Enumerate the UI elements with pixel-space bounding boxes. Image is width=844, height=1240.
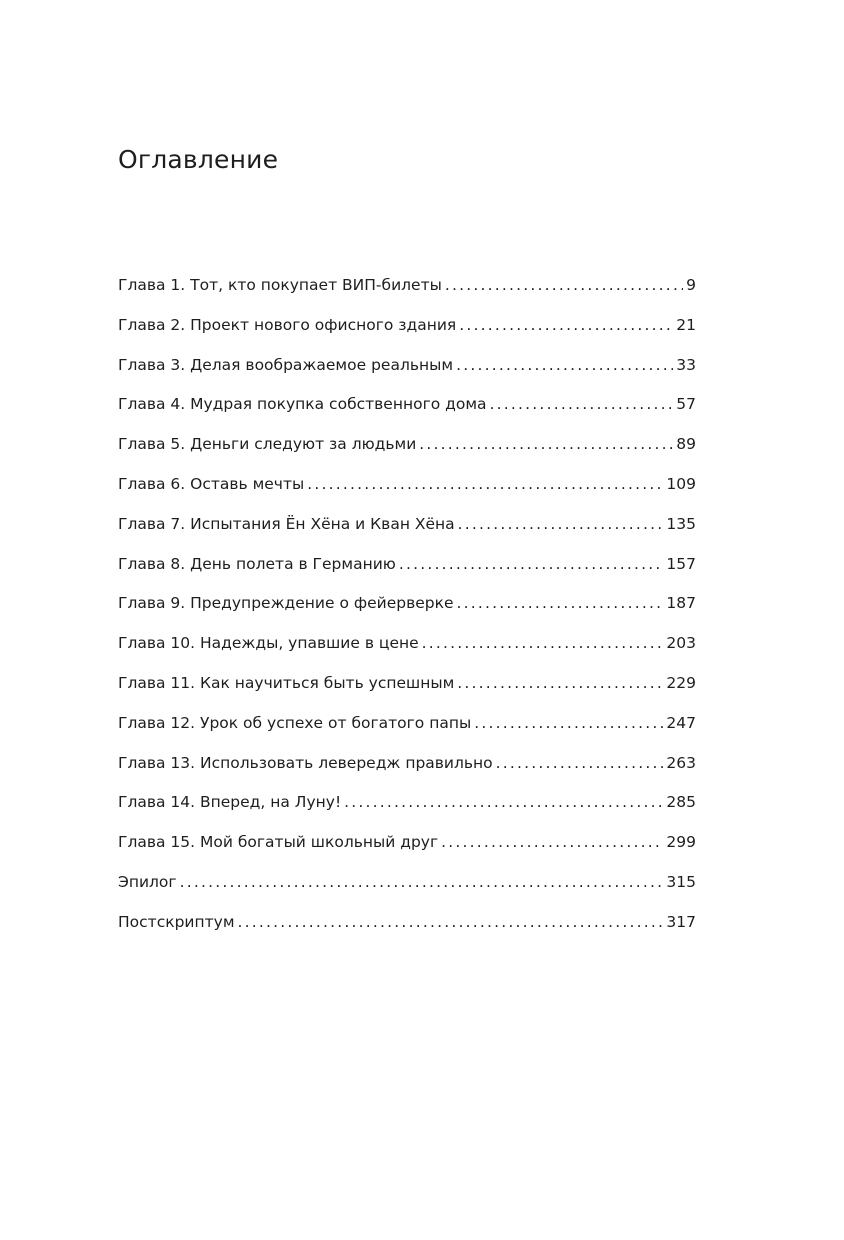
entry-page-number: 317 (666, 912, 696, 931)
entry-title: Глава 7. Испытания Ён Хёна и Кван Хёна (118, 514, 455, 533)
toc-entry-6 (118, 469, 696, 509)
dot-leader (238, 907, 664, 937)
entry-page-number: 21 (676, 315, 696, 334)
entry-title: Глава 10. Надежды, упавшие в цене (118, 634, 419, 653)
toc-entry-3 (118, 350, 696, 390)
dot-leader (457, 588, 664, 618)
entry-page-number: 57 (676, 395, 696, 414)
toc-entry-14 (118, 787, 696, 827)
entry-title: Глава 3. Делая воображаемое реальным (118, 355, 454, 374)
entry-title: Глава 9. Предупреждение о фейерверке (118, 594, 454, 613)
table-of-contents (118, 270, 696, 947)
entry-page-number: 315 (666, 872, 696, 891)
entry-page-number: 109 (666, 474, 696, 493)
entry-title: Глава 12. Урок об успехе от богатого папы (118, 713, 472, 732)
entry-page-number: 157 (666, 554, 696, 573)
dot-leader (474, 708, 663, 738)
toc-entry-postscript (118, 907, 696, 947)
dot-leader (399, 549, 664, 579)
entry-page-number: 203 (666, 634, 696, 653)
toc-entry-5 (118, 429, 696, 469)
entry-title: Глава 11. Как научиться быть успешным (118, 673, 455, 692)
toc-entry-2 (118, 310, 696, 350)
entry-title: Постскриптум (118, 912, 235, 931)
entry-page-number: 9 (686, 276, 696, 294)
dot-leader (419, 429, 673, 459)
entry-title: Глава 4. Мудрая покупка собственного дома (118, 395, 487, 414)
toc-entry-11 (118, 668, 696, 708)
toc-entry-10 (118, 628, 696, 668)
entry-title: Глава 2. Проект нового офисного здания (118, 315, 457, 334)
dot-leader (496, 748, 664, 778)
entry-title: Глава 8. День полета в Германию (118, 554, 396, 573)
page-title: Оглавление (118, 145, 279, 174)
toc-entry-4 (118, 389, 696, 429)
entry-title: Глава 15. Мой богатый школьный друг (118, 833, 439, 852)
toc-entry-7 (118, 509, 696, 549)
entry-title: Эпилог (118, 872, 177, 891)
toc-entry-9 (118, 588, 696, 628)
entry-page-number: 247 (666, 713, 696, 732)
entry-page-number: 89 (676, 435, 696, 454)
entry-page-number: 299 (666, 833, 696, 852)
entry-title: Глава 5. Деньги следуют за людьми (118, 435, 417, 454)
dot-leader (458, 509, 664, 539)
dot-leader (422, 628, 664, 658)
dot-leader (490, 389, 674, 419)
entry-page-number: 187 (666, 594, 696, 613)
entry-title: Глава 13. Использовать левередж правильно (118, 753, 493, 772)
entry-page-number: 285 (666, 793, 696, 812)
entry-page-number: 135 (666, 514, 696, 533)
dot-leader (307, 469, 663, 499)
toc-entry-15 (118, 827, 696, 867)
dot-leader (459, 310, 673, 340)
dot-leader (456, 350, 673, 380)
toc-entry-12 (118, 708, 696, 748)
entry-title: Глава 1. Тот, кто покупает ВИП-билеты (118, 276, 442, 294)
toc-entry-8 (118, 549, 696, 589)
dot-leader (445, 270, 683, 300)
toc-entry-13 (118, 748, 696, 788)
dot-leader (180, 867, 664, 897)
entry-title: Глава 14. Вперед, на Луну! (118, 793, 342, 812)
entry-title: Глава 6. Оставь мечты (118, 474, 305, 493)
entry-page-number: 229 (666, 673, 696, 692)
entry-page-number: 33 (676, 355, 696, 374)
dot-leader (344, 787, 663, 817)
dot-leader (457, 668, 663, 698)
entry-page-number: 263 (666, 753, 696, 772)
toc-entry-epilogue (118, 867, 696, 907)
toc-entry-1 (118, 270, 696, 310)
dot-leader (441, 827, 663, 857)
